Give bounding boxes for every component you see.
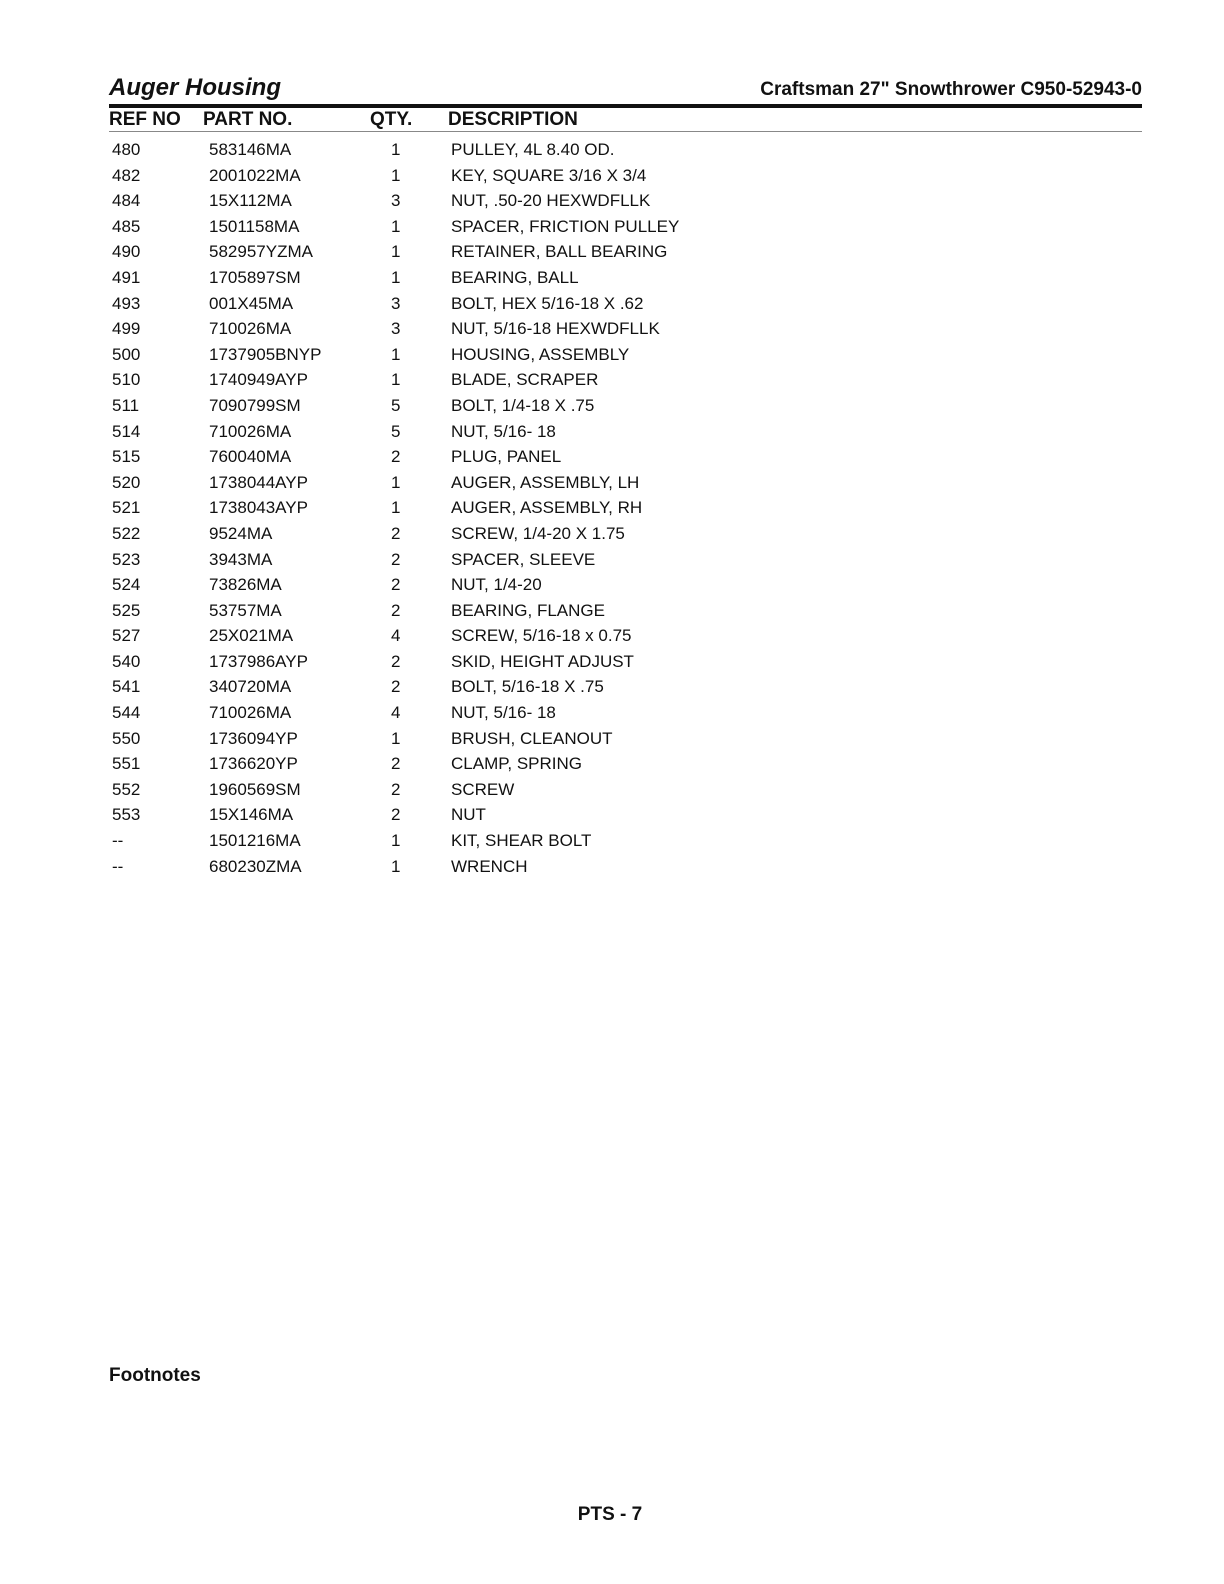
table-row (109, 214, 1142, 240)
header-divider (109, 104, 1142, 108)
part-no-cell: 53757MA (209, 600, 282, 620)
description-cell: NUT, 5/16-18 HEXWDFLLK (451, 319, 660, 339)
ref-no-cell: 514 (112, 421, 141, 441)
ref-no-cell: 482 (112, 165, 141, 185)
table-row (109, 239, 1142, 265)
description-cell: KIT, SHEAR BOLT (451, 831, 592, 851)
qty-cell: 3 (391, 191, 401, 211)
table-row (109, 495, 1142, 521)
table-row (109, 649, 1142, 675)
description-cell: NUT, .50-20 HEXWDFLLK (451, 191, 651, 211)
table-row (109, 623, 1142, 649)
qty-cell: 2 (391, 575, 401, 595)
part-no-cell: 15X112MA (209, 191, 292, 211)
part-no-cell: 1705897SM (209, 267, 301, 287)
ref-no-cell: 499 (112, 319, 141, 339)
description-cell: SCREW, 1/4-20 X 1.75 (451, 523, 625, 543)
section-title: Auger Housing (109, 74, 281, 101)
qty-cell: 5 (391, 395, 401, 415)
qty-cell: 3 (391, 293, 401, 313)
table-row (109, 572, 1142, 598)
ref-no-cell: 521 (112, 498, 141, 518)
table-row (109, 367, 1142, 393)
qty-cell: 3 (391, 319, 401, 339)
ref-no-cell: 493 (112, 293, 141, 313)
description-cell: BOLT, 1/4-18 X .75 (451, 395, 595, 415)
part-no-cell: 25X021MA (209, 626, 294, 646)
table-row (109, 777, 1142, 803)
ref-no-cell: 525 (112, 600, 141, 620)
part-no-cell: 710026MA (209, 703, 292, 723)
ref-no-cell: 523 (112, 549, 141, 569)
part-no-cell: 760040MA (209, 447, 292, 467)
ref-no-cell: 522 (112, 523, 141, 543)
qty-cell: 1 (391, 370, 401, 390)
part-no-cell: 1501158MA (209, 216, 300, 236)
table-row (109, 726, 1142, 752)
qty-cell: 1 (391, 831, 401, 851)
description-cell: NUT, 5/16- 18 (451, 703, 556, 723)
qty-cell: 5 (391, 421, 401, 441)
ref-no-cell: -- (112, 831, 124, 851)
part-no-cell: 15X146MA (209, 805, 294, 825)
qty-cell: 1 (391, 216, 401, 236)
qty-cell: 2 (391, 600, 401, 620)
qty-cell: 2 (391, 677, 401, 697)
table-row (109, 547, 1142, 573)
part-no-cell: 2001022MA (209, 165, 301, 185)
table-row (109, 316, 1142, 342)
ref-no-cell: 511 (112, 395, 140, 415)
part-no-cell: 1740949AYP (209, 370, 308, 390)
description-cell: BLADE, SCRAPER (451, 370, 599, 390)
description-cell: SPACER, SLEEVE (451, 549, 596, 569)
part-no-cell: 1738044AYP (209, 472, 308, 492)
description-cell: NUT, 1/4-20 (451, 575, 542, 595)
part-no-cell: 1736620YP (209, 754, 298, 774)
column-header-divider (109, 131, 1142, 132)
qty-cell: 2 (391, 754, 401, 774)
description-cell: BRUSH, CLEANOUT (451, 728, 613, 748)
page-number: PTS - 7 (577, 1504, 643, 1525)
ref-no-cell: 515 (112, 447, 141, 467)
table-row (109, 137, 1142, 163)
ref-no-cell: 544 (112, 703, 141, 723)
table-row (109, 188, 1142, 214)
description-cell: PULLEY, 4L 8.40 OD. (451, 140, 615, 159)
part-no-cell: 1738043AYP (209, 498, 308, 518)
qty-cell: 1 (391, 472, 401, 492)
column-headers (109, 109, 1142, 131)
part-no-cell: 73826MA (209, 575, 282, 595)
column-header-part-no: PART NO. (203, 109, 293, 130)
ref-no-cell: 500 (112, 344, 141, 364)
page-header (109, 74, 1142, 106)
description-cell: BEARING, BALL (451, 267, 579, 287)
description-cell: SCREW, 5/16-18 x 0.75 (451, 626, 632, 646)
qty-cell: 2 (391, 805, 401, 825)
part-no-cell: 1737905BNYP (209, 344, 322, 364)
part-no-cell: 001X45MA (209, 293, 294, 313)
model-title: Craftsman 27" Snowthrower C950-52943-0 (760, 79, 1142, 100)
qty-cell: 1 (391, 242, 401, 262)
description-cell: NUT (451, 805, 486, 825)
qty-cell: 2 (391, 651, 401, 671)
part-no-cell: 3943MA (209, 549, 273, 569)
table-row (109, 802, 1142, 828)
ref-no-cell: 490 (112, 242, 141, 262)
qty-cell: 1 (391, 267, 401, 287)
qty-cell: 1 (391, 856, 401, 876)
ref-no-cell: 551 (112, 754, 141, 774)
ref-no-cell: 491 (112, 267, 141, 287)
qty-cell: 1 (391, 498, 401, 518)
table-row (109, 470, 1142, 496)
table-row (109, 291, 1142, 317)
ref-no-cell: 527 (112, 626, 141, 646)
column-header-ref-no: REF NO (109, 109, 181, 130)
part-no-cell: 1960569SM (209, 779, 301, 799)
description-cell: PLUG, PANEL (451, 447, 562, 467)
table-row (109, 163, 1142, 189)
description-cell: SCREW (451, 779, 515, 799)
table-row (109, 342, 1142, 368)
description-cell: BOLT, 5/16-18 X .75 (451, 677, 604, 697)
footnotes-heading: Footnotes (109, 1365, 201, 1386)
qty-cell: 4 (391, 703, 401, 723)
qty-cell: 1 (391, 344, 401, 364)
ref-no-cell: 484 (112, 191, 141, 211)
ref-no-cell: 485 (112, 216, 141, 236)
description-cell: CLAMP, SPRING (451, 754, 583, 774)
part-no-cell: 9524MA (209, 523, 273, 543)
table-row (109, 393, 1142, 419)
qty-cell: 4 (391, 626, 401, 646)
table-row (109, 419, 1142, 445)
part-no-cell: 710026MA (209, 319, 292, 339)
description-cell: SKID, HEIGHT ADJUST (451, 651, 634, 671)
ref-no-cell: 553 (112, 805, 141, 825)
ref-no-cell: -- (112, 856, 124, 876)
table-row (109, 751, 1142, 777)
ref-no-cell: 541 (112, 677, 141, 697)
description-cell: HOUSING, ASSEMBLY (451, 344, 630, 364)
description-cell: BOLT, HEX 5/16-18 X .62 (451, 293, 644, 313)
part-no-cell: 1736094YP (209, 728, 298, 748)
part-no-cell: 710026MA (209, 421, 292, 441)
description-cell: WRENCH (451, 856, 528, 876)
table-row (109, 700, 1142, 726)
ref-no-cell: 510 (112, 370, 141, 390)
table-row (109, 265, 1142, 291)
qty-cell: 2 (391, 447, 401, 467)
ref-no-cell: 552 (112, 779, 141, 799)
column-header-qty: QTY. (370, 109, 413, 130)
qty-cell: 1 (391, 165, 401, 185)
ref-no-cell: 520 (112, 472, 141, 492)
qty-cell: 2 (391, 523, 401, 543)
ref-no-cell: 524 (112, 575, 141, 595)
part-no-cell: 1737986AYP (209, 651, 308, 671)
table-row (109, 598, 1142, 624)
part-no-cell: 1501216MA (209, 831, 301, 851)
table-row (109, 444, 1142, 470)
table-row (109, 854, 1142, 880)
table-row (109, 674, 1142, 700)
description-cell: SPACER, FRICTION PULLEY (451, 216, 680, 236)
description-cell: AUGER, ASSEMBLY, RH (451, 498, 643, 518)
ref-no-cell: 550 (112, 728, 141, 748)
description-cell: AUGER, ASSEMBLY, LH (451, 472, 640, 492)
column-header-description: DESCRIPTION (448, 109, 578, 130)
description-cell: BEARING, FLANGE (451, 600, 605, 620)
table-row (109, 828, 1142, 854)
part-no-cell: 582957YZMA (209, 242, 313, 262)
qty-cell: 1 (391, 728, 401, 748)
page-footer (0, 1503, 1224, 1527)
description-cell: KEY, SQUARE 3/16 X 3/4 (451, 165, 647, 185)
ref-no-cell: 540 (112, 651, 141, 671)
part-no-cell: 7090799SM (209, 395, 301, 415)
parts-table (109, 137, 1142, 879)
part-no-cell: 340720MA (209, 677, 292, 697)
qty-cell: 2 (391, 779, 401, 799)
part-no-cell: 583146MA (209, 140, 292, 159)
part-no-cell: 680230ZMA (209, 856, 302, 876)
ref-no-cell: 480 (112, 140, 141, 159)
qty-cell: 2 (391, 549, 401, 569)
qty-cell: 1 (391, 140, 401, 159)
description-cell: RETAINER, BALL BEARING (451, 242, 668, 262)
table-row (109, 521, 1142, 547)
description-cell: NUT, 5/16- 18 (451, 421, 556, 441)
